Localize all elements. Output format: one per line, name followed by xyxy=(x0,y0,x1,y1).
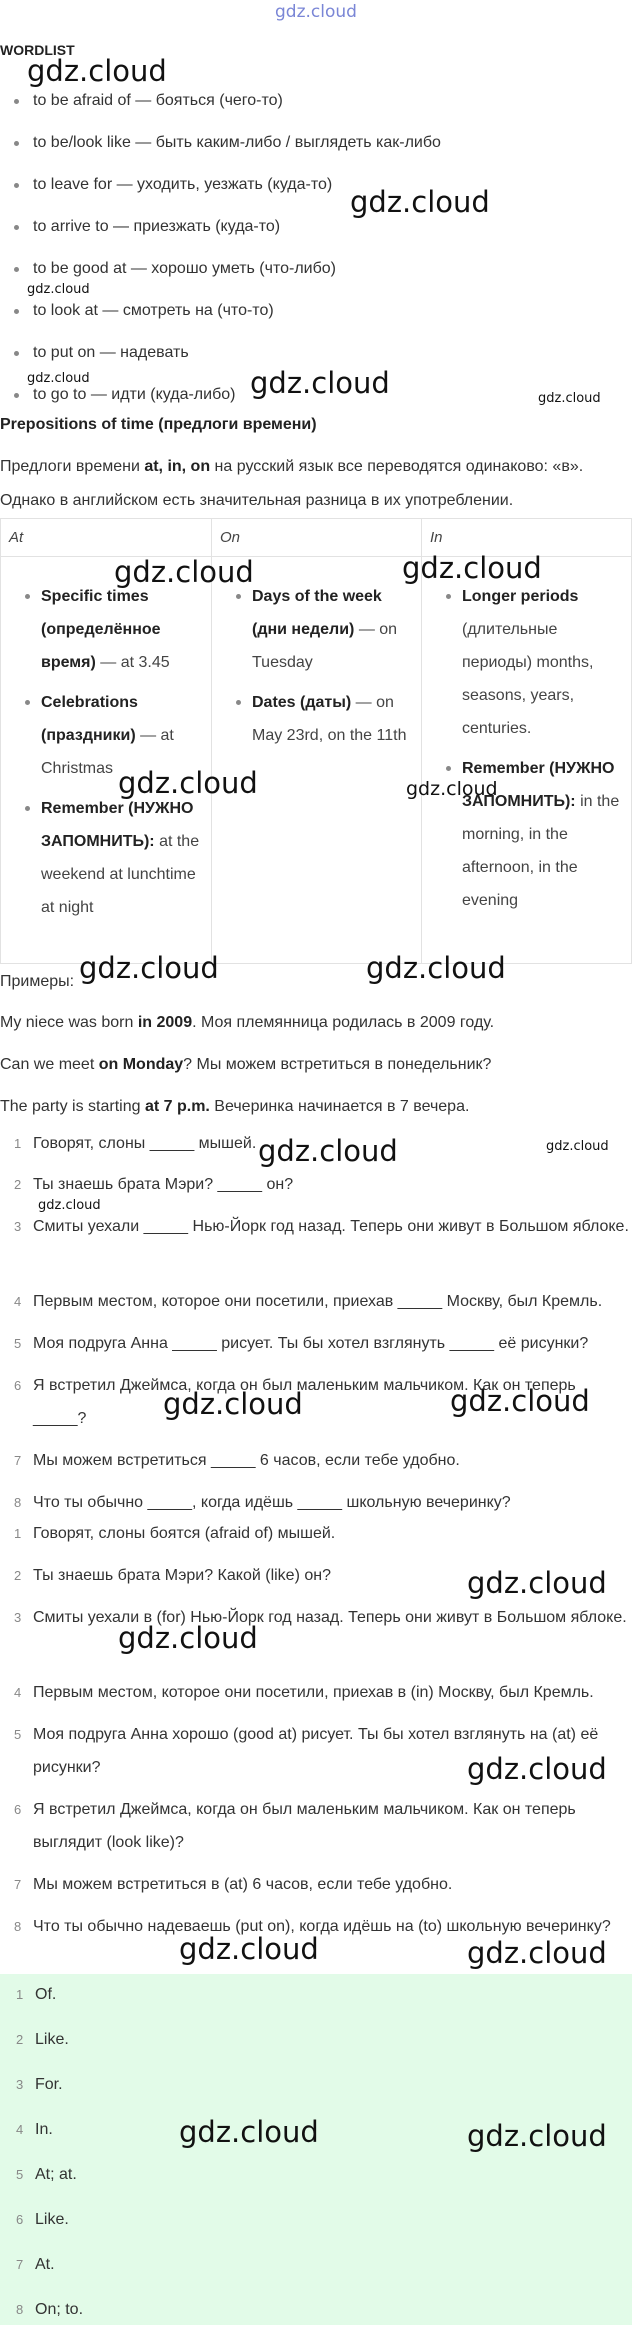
exercise-text: Ты знаешь брата Мэри? _____ он? xyxy=(33,1176,294,1193)
item-number: 1 xyxy=(14,1136,22,1151)
item-number: 5 xyxy=(14,1727,22,1742)
exercise-text: Смиты уехали _____ Нью-Йорк год назад. Теперь они живут в Большом яблоке. xyxy=(33,1218,629,1235)
item-number: 7 xyxy=(14,1877,22,1892)
watermark: gdz.cloud xyxy=(402,551,542,585)
watermark: gdz.cloud xyxy=(38,1198,101,1213)
watermark: gdz.cloud xyxy=(179,2115,319,2149)
watermark: gdz.cloud xyxy=(118,766,258,800)
watermark: gdz.cloud xyxy=(27,54,167,88)
wordlist-heading: WORDLIST xyxy=(0,42,75,58)
watermark: gdz.cloud xyxy=(258,1134,398,1168)
translation-text: Ты знаешь брата Мэри? Какой (like) он? xyxy=(33,1567,331,1584)
table-cell-item xyxy=(422,752,631,917)
watermark: gdz.cloud xyxy=(467,2119,607,2153)
item-number: 7 xyxy=(16,2257,24,2272)
item-number: 2 xyxy=(14,1177,22,1192)
wordlist-item: to be good at — хорошо уметь (что-либо) xyxy=(0,258,632,300)
table-header-in: In xyxy=(422,519,631,557)
example-text: Can we meet xyxy=(0,1056,99,1073)
wordlist-item: to look at — смотреть на (что-то) xyxy=(0,300,632,342)
watermark: gdz.cloud xyxy=(546,1139,609,1154)
exercise-text: Моя подруга Анна _____ рисует. Ты бы хотел взглянуть _____ её рисунки? xyxy=(33,1335,589,1352)
item-number: 4 xyxy=(14,1685,22,1700)
exercise-text: Говорят, слоны _____ мышей. xyxy=(33,1135,257,1152)
watermark: gdz.cloud xyxy=(250,366,390,400)
cell-text: — at Christmas xyxy=(41,727,174,777)
example-text: Вечеринка начинается в 7 вечера. xyxy=(209,1098,470,1115)
item-number: 2 xyxy=(16,2032,24,2047)
watermark: gdz.cloud xyxy=(366,951,506,985)
translation-text: Что ты обычно надеваешь (put on), когда идёшь на (to) школьную вечеринку? xyxy=(33,1918,611,1935)
item-number: 1 xyxy=(16,1987,24,2002)
table-col-at xyxy=(1,557,211,963)
translation-text: Я встретил Джеймса, когда он был маленьким мальчиком. Как он теперь выглядит (look like)? xyxy=(33,1801,576,1851)
watermark: gdz.cloud xyxy=(450,1384,590,1418)
example-text: The party is starting xyxy=(0,1098,145,1115)
translation-text: Мы можем встретиться в (at) 6 часов, если тебе удобно. xyxy=(33,1876,453,1893)
intro-bold: at, in, on xyxy=(144,458,211,475)
answer-text: Like. xyxy=(35,2211,69,2228)
example-text: My niece was born xyxy=(0,1014,138,1031)
cell-bold: Dates (даты) xyxy=(252,694,352,711)
intro-text: на русский язык все переводятся одинаково: «в». xyxy=(210,458,584,475)
wordlist-item: to be afraid of — бояться (чего-то) xyxy=(0,90,632,132)
watermark: gdz.cloud xyxy=(467,1936,607,1970)
table-cell-item xyxy=(1,792,211,924)
watermark: gdz.cloud xyxy=(538,391,601,406)
item-number: 3 xyxy=(16,2077,24,2092)
answer-text: Like. xyxy=(35,2031,69,2048)
example-sentence xyxy=(0,1098,469,1116)
item-number: 4 xyxy=(14,1294,22,1309)
wordlist-item: to go to — идти (куда-либо) xyxy=(0,384,632,426)
item-number: 8 xyxy=(14,1919,22,1934)
intro-text: Предлоги времени xyxy=(0,458,145,475)
exercise-text: Я встретил Джеймса, когда он был маленьким мальчиком. Как он теперь _____? xyxy=(33,1377,576,1427)
watermark: gdz.cloud xyxy=(467,1566,607,1600)
table-col-in xyxy=(422,557,631,963)
watermark: gdz.cloud xyxy=(27,282,90,297)
item-number: 2 xyxy=(14,1568,22,1583)
item-number: 3 xyxy=(14,1219,22,1234)
answer-text: At; at. xyxy=(35,2166,77,2183)
wordlist-item: to arrive to — приезжать (куда-то) xyxy=(0,216,632,258)
translation-text: Первым местом, которое они посетили, приехав в (in) Москву, был Кремль. xyxy=(33,1684,594,1701)
example-sentence xyxy=(0,1056,491,1074)
example-bold: in 2009 xyxy=(137,1014,193,1031)
item-number: 8 xyxy=(16,2302,24,2317)
exercise-text: Первым местом, которое они посетили, приехав _____ Москву, был Кремль. xyxy=(33,1293,603,1310)
translation-text: Говорят, слоны боятся (afraid of) мышей. xyxy=(33,1525,336,1542)
intro-paragraph-2: Однако в английском есть значительная разница в их употреблении. xyxy=(0,492,514,509)
prepositions-title: Prepositions of time (предлоги времени) xyxy=(0,416,317,433)
watermark: gdz.cloud xyxy=(114,555,254,589)
cell-text: in the morning, in the afternoon, in the evening xyxy=(462,793,620,909)
cell-text: at the weekend at lunchtime at night xyxy=(41,833,200,916)
item-number: 1 xyxy=(14,1526,22,1541)
item-number: 4 xyxy=(16,2122,24,2137)
example-bold: at 7 p.m. xyxy=(144,1098,210,1115)
item-number: 7 xyxy=(14,1453,22,1468)
watermark: gdz.cloud xyxy=(350,185,490,219)
watermark: gdz.cloud xyxy=(79,951,219,985)
wordlist-item: to leave for — уходить, уезжать (куда-то) xyxy=(0,174,632,216)
cell-bold: Days of the week (дни недели) xyxy=(252,588,382,638)
table-cell-item xyxy=(212,686,421,752)
wordlist-item: to put on — надевать xyxy=(0,342,632,384)
cell-text: — on Tuesday xyxy=(252,621,398,671)
example-text: ? Мы можем встретиться в понедельник? xyxy=(183,1056,492,1073)
exercise-text: Что ты обычно _____, когда идёшь _____ школьную вечеринку? xyxy=(33,1494,511,1511)
example-text: . Моя племянница родилась в 2009 году. xyxy=(192,1014,495,1031)
item-number: 5 xyxy=(16,2167,24,2182)
item-number: 6 xyxy=(14,1378,22,1393)
answer-text: Of. xyxy=(35,1986,57,2003)
translation-text: Моя подруга Анна хорошо (good at) рисует. Ты бы хотел взглянуть на (at) её рисунки? xyxy=(33,1726,599,1776)
watermark: gdz.cloud xyxy=(163,1387,303,1421)
cell-bold: Celebrations (праздники) xyxy=(41,694,138,744)
cell-text: — on May 23rd, on the 11th xyxy=(252,694,407,744)
item-number: 3 xyxy=(14,1610,22,1625)
item-number: 5 xyxy=(14,1336,22,1351)
item-number: 6 xyxy=(16,2212,24,2227)
table-col-on xyxy=(212,557,421,963)
answer-text: On; to. xyxy=(35,2301,84,2318)
cell-bold: Specific times (определённое время) xyxy=(41,588,161,671)
watermark: gdz.cloud xyxy=(118,1621,258,1655)
watermark: gdz.cloud xyxy=(27,371,90,386)
watermark: gdz.cloud xyxy=(467,1752,607,1786)
translation-text: Смиты уехали в (for) Нью-Йорк год назад. Теперь они живут в Большом яблоке. xyxy=(33,1609,627,1626)
answer-text: For. xyxy=(35,2076,63,2093)
cell-text: — at 3.45 xyxy=(95,654,170,671)
table-header-on: On xyxy=(212,519,422,557)
item-number: 8 xyxy=(14,1495,22,1510)
site-logo[interactable]: gdz.cloud xyxy=(275,2,357,22)
item-number: 6 xyxy=(14,1802,22,1817)
cell-text: (длительные периоды) months, seasons, years, centuries. xyxy=(462,621,594,737)
watermark: gdz.cloud xyxy=(179,1932,319,1966)
example-sentence xyxy=(0,1014,494,1032)
example-bold: on Monday xyxy=(98,1056,184,1073)
table-cell-item xyxy=(212,580,421,679)
watermark: gdz.cloud xyxy=(406,778,498,800)
wordlist-item: to be/look like — быть каким-либо / выглядеть как-либо xyxy=(0,132,632,174)
answer-text: At. xyxy=(35,2256,55,2273)
answer-text: In. xyxy=(35,2121,53,2138)
table-header-at: At xyxy=(1,519,212,557)
table-cell-item xyxy=(422,580,631,745)
cell-bold: Remember (НУЖНО ЗАПОМНИТЬ): xyxy=(41,800,194,850)
intro-paragraph-1 xyxy=(0,458,583,476)
exercise-text: Мы можем встретиться _____ 6 часов, если тебе удобно. xyxy=(33,1452,460,1469)
examples-label: Примеры: xyxy=(0,973,75,990)
cell-bold: Longer periods xyxy=(462,588,579,605)
cell-bold: Remember (НУЖНО ЗАПОМНИТЬ): xyxy=(462,760,615,810)
table-cell-item xyxy=(1,580,211,679)
